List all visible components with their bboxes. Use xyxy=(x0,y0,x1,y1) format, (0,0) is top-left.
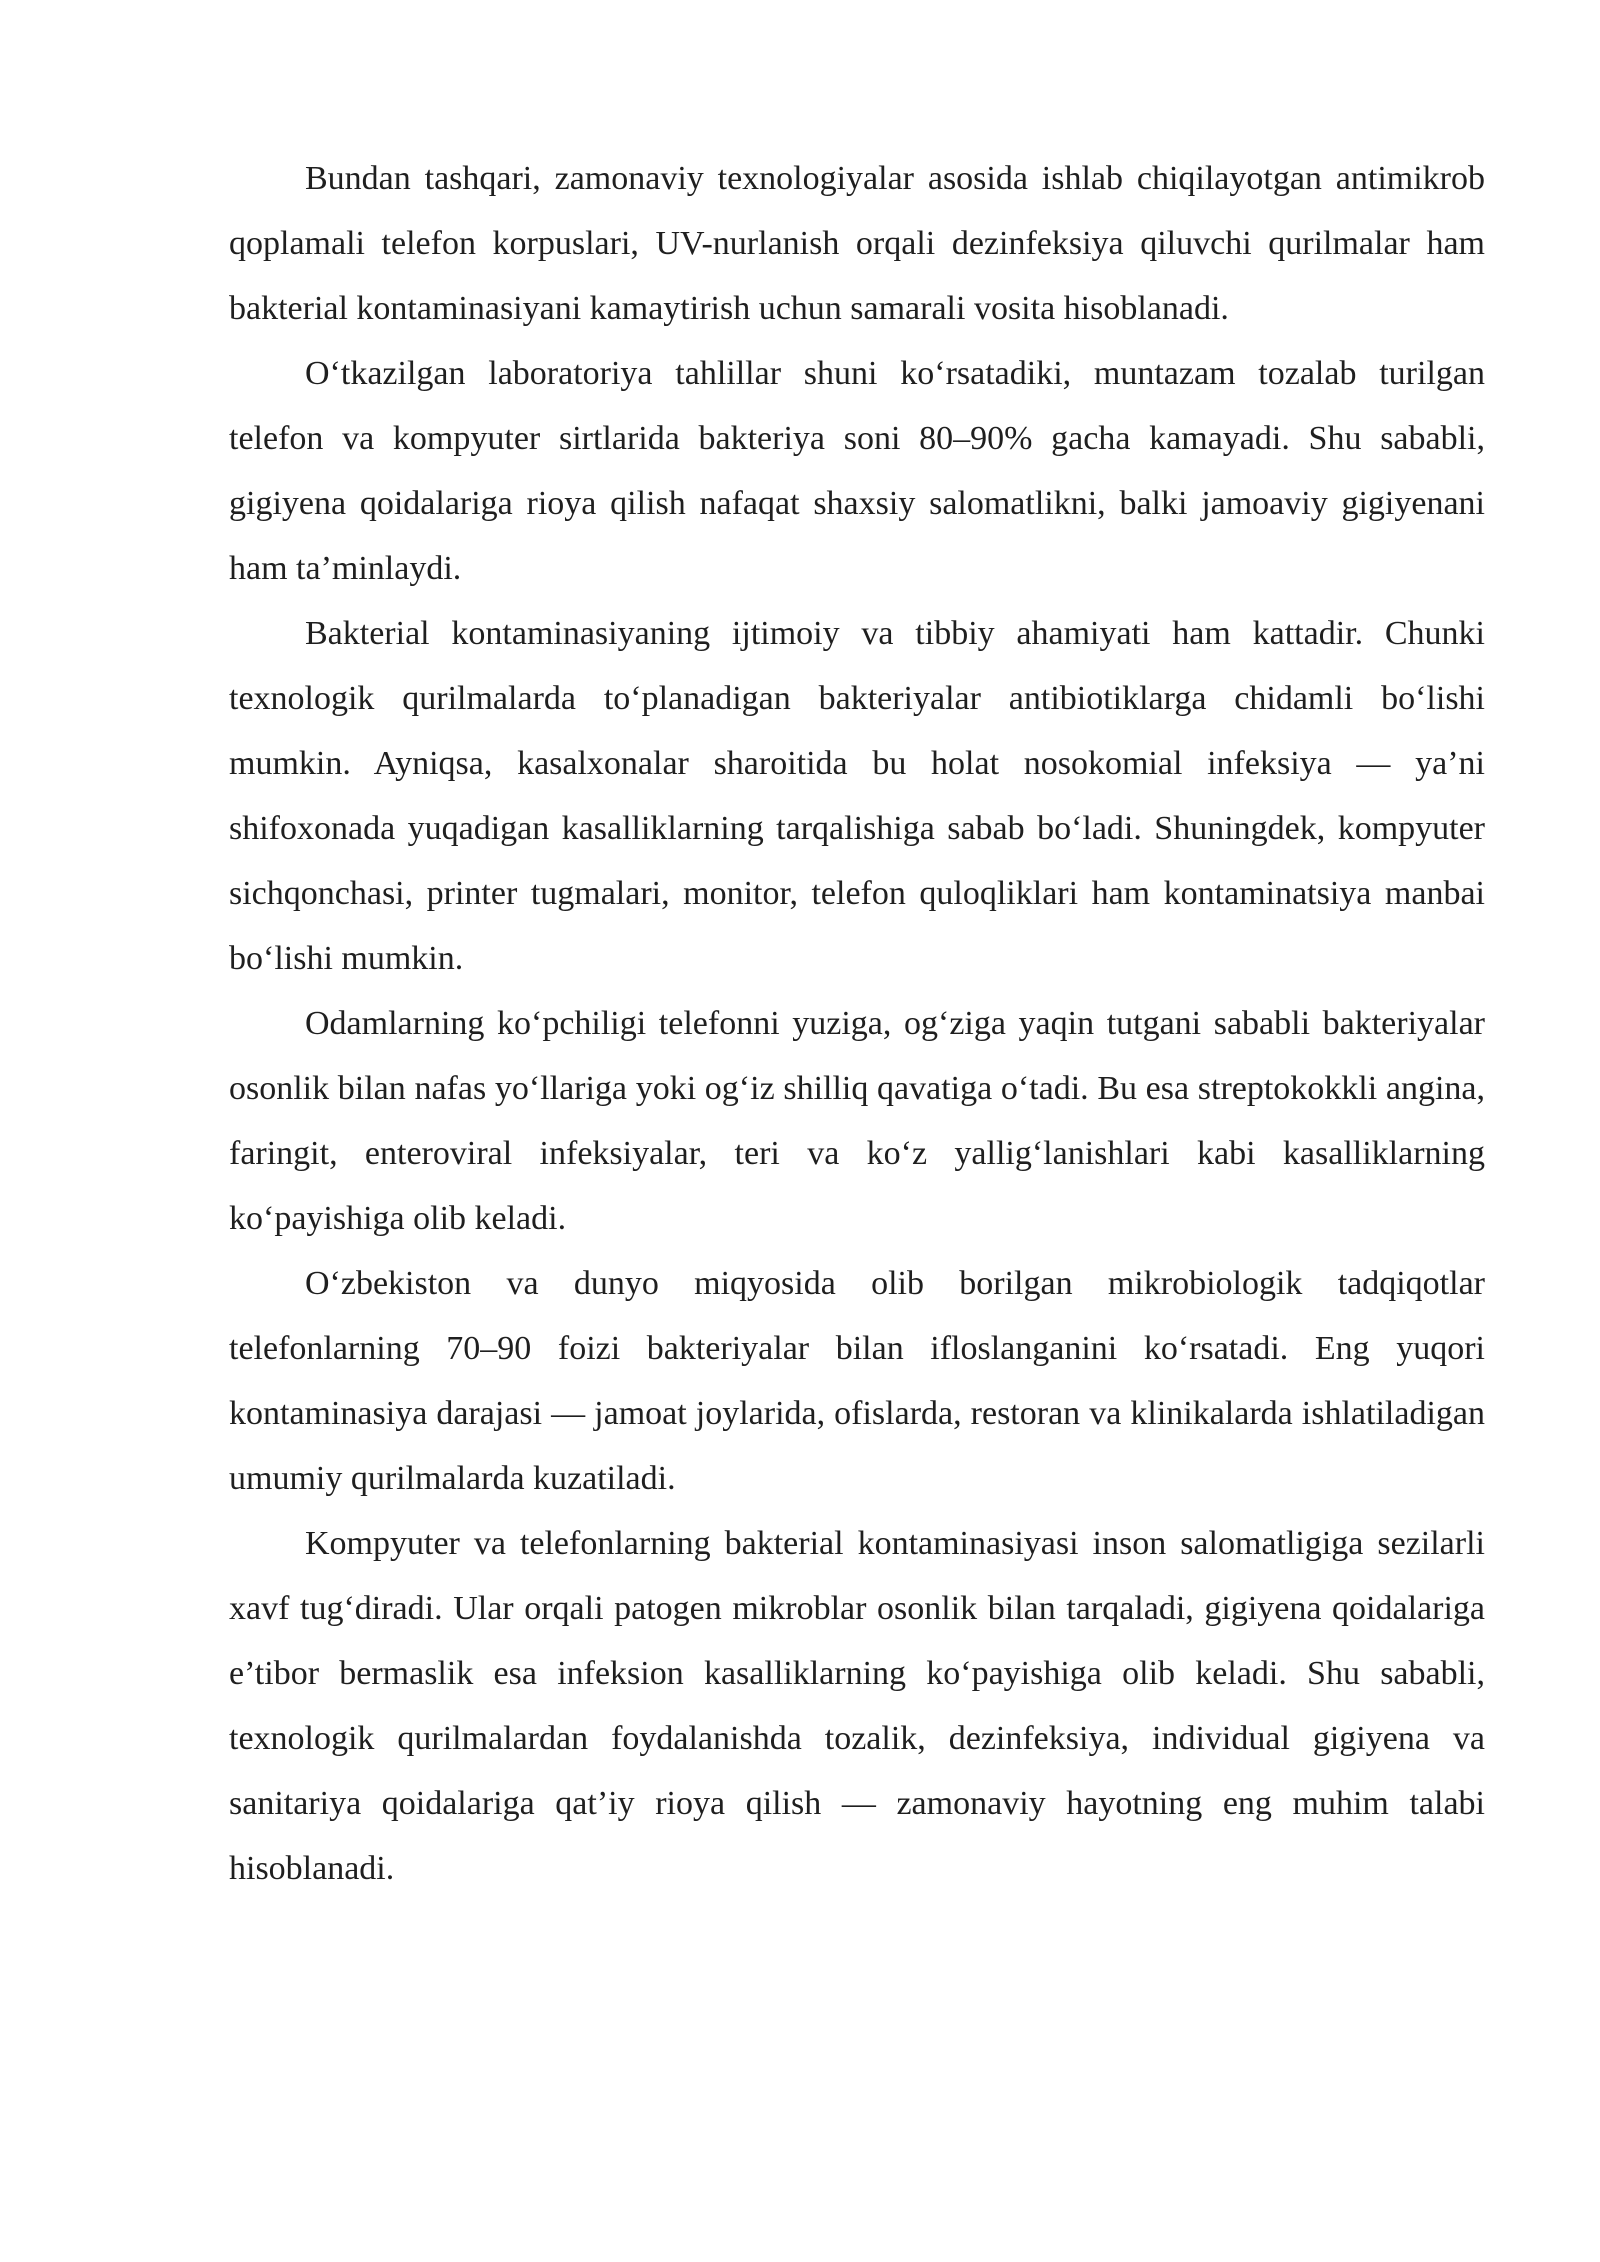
paragraph-research-findings: O‘zbekiston va dunyo miqyosida olib borilgan mikrobiologik tadqiqotlar telefonlarning 70–90 foizi bakteriyalar bilan ifloslanganini ko‘rsatadi. Eng yuqori kontaminasiya darajasi — jamoat joylarida, ofislarda, restoran va klinikalarda ishlatiladigan umumiy qurilmalarda kuzatiladi. xyxy=(229,1265,1485,1497)
body-text xyxy=(229,146,1485,1901)
paragraph-antimicrobial-devices: Bundan tashqari, zamonaviy texnologiyalar asosida ishlab chiqilayotgan antimikrob qoplamali telefon korpuslari, UV-nurlanish orqali dezinfeksiya qiluvchi qurilmalar ham bakterial kontaminasiyani kamaytirish uchun samarali vosita hisoblanadi. xyxy=(229,160,1485,327)
paragraph-laboratory-results: O‘tkazilgan laboratoriya tahlillar shuni ko‘rsatadiki, muntazam tozalab turilgan telefon va kompyuter sirtlarida bakteriya soni 80–90% gacha kamayadi. Shu sababli, gigiyena qoidalariga rioya qilish nafaqat shaxsiy salomatlikni, balki jamoaviy gigiyenani ham ta’minlaydi. xyxy=(229,355,1485,587)
paragraph-transmission-routes: Odamlarning ko‘pchiligi telefonni yuziga, og‘ziga yaqin tutgani sababli bakteriyalar osonlik bilan nafas yo‘llariga yoki og‘iz shilliq qavatiga o‘tadi. Bu esa streptokokkli angina, faringit, enteroviral infeksiyalar, teri va ko‘z yallig‘lanishlari kabi kasalliklarning ko‘payishiga olib keladi. xyxy=(229,1005,1485,1237)
paragraph-conclusion: Kompyuter va telefonlarning bakterial kontaminasiyasi inson salomatligiga sezilarli xavf tug‘diradi. Ular orqali patogen mikroblar osonlik bilan tarqaladi, gigiyena qoidalariga e’tibor bermaslik esa infeksion kasalliklarning ko‘payishiga olib keladi. Shu sababli, texnologik qurilmalardan foydalanishda tozalik, dezinfeksiya, individual gigiyena va sanitariya qoidalariga qat’iy rioya qilish — zamonaviy hayotning eng muhim talabi hisoblanadi. xyxy=(229,1525,1485,1887)
paragraph-social-medical-importance: Bakterial kontaminasiyaning ijtimoiy va tibbiy ahamiyati ham kattadir. Chunki texnologik qurilmalarda to‘planadigan bakteriyalar antibiotiklarga chidamli bo‘lishi mumkin. Ayniqsa, kasalxonalar sharoitida bu holat nosokomial infeksiya — ya’ni shifoxonada yuqadigan kasalliklarning tarqalishiga sabab bo‘ladi. Shuningdek, kompyuter sichqonchasi, printer tugmalari, monitor, telefon quloqliklari ham kontaminatsiya manbai bo‘lishi mumkin. xyxy=(229,615,1485,977)
